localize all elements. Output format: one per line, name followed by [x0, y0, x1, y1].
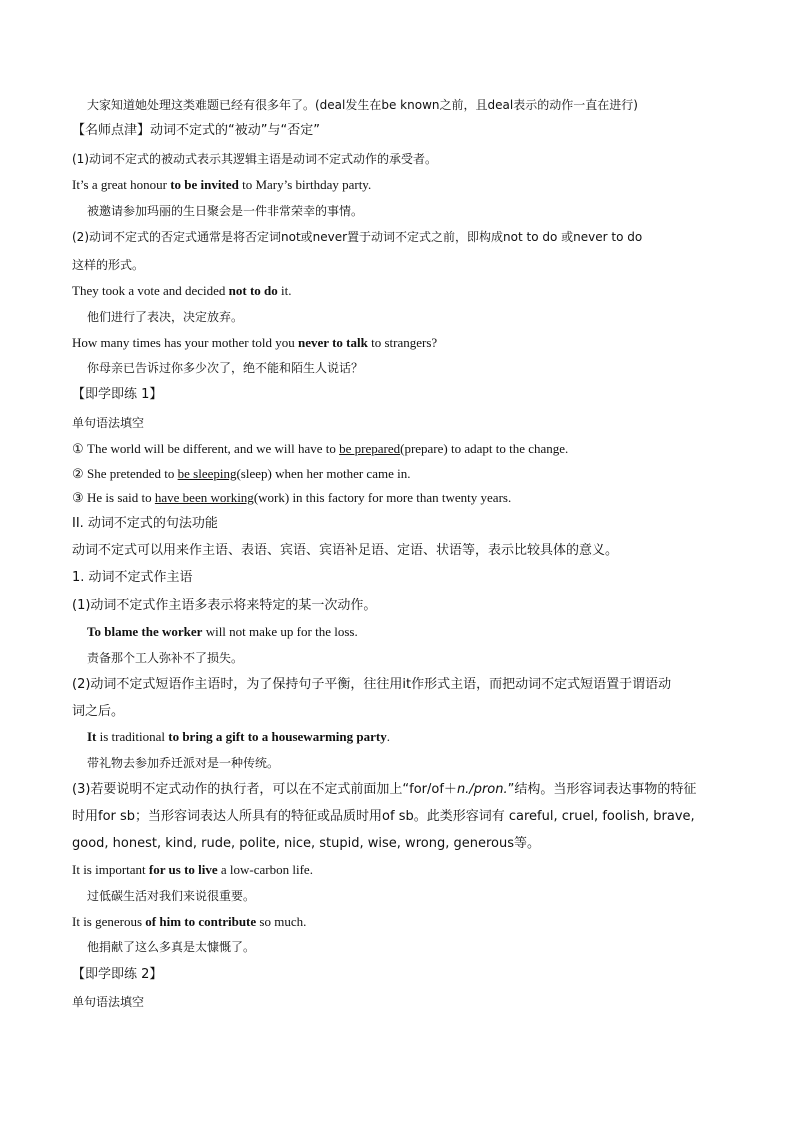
example-sentence: It is generous of him to contribute so much.: [72, 914, 307, 929]
highlight-phrase: To blame the worker: [87, 624, 203, 639]
practice-subheading: 单句语法填空: [72, 995, 145, 1009]
example-translation: 责备那个工人弥补不了损失。: [87, 651, 244, 665]
rule-paragraph-cont: 词之后。: [72, 704, 125, 719]
practice-heading: 【即学即练 1】: [72, 387, 163, 402]
example-sentence: They took a vote and decided not to do it.: [72, 283, 292, 298]
rule-paragraph: (1)动词不定式作主语多表示将来特定的某一次动作。: [72, 598, 377, 613]
highlight-phrase: of him to contribute: [145, 914, 257, 929]
highlight-phrase: never to talk: [298, 335, 368, 350]
subsection-heading: 1. 动词不定式作主语: [72, 570, 193, 585]
rule-paragraph: (1)动词不定式的被动式表示其逻辑主语是动词不定式动作的承受者。: [72, 152, 438, 166]
translation-line: 大家知道她处理这类难题已经有很多年了。(deal发生在be known之前，且deal表示的动作一直在进行): [87, 98, 638, 112]
example-sentence: It’s a great honour to be invited to Mary’s birthday party.: [72, 177, 372, 192]
example-translation: 你母亲已告诉过你多少次了，绝不能和陌生人说话？: [87, 361, 364, 375]
highlight-phrase: to bring a gift to a housewarming party: [168, 729, 387, 744]
rule-paragraph-cont: good, honest, kind, rude, polite, nice, stupid, wise, wrong, generous等。: [72, 836, 540, 851]
highlight-phrase: to be invited: [170, 177, 239, 192]
answer-blank: have been working: [154, 490, 254, 505]
rule-paragraph-cont: 时用for sb；当形容词表达人所具有的特征或品质时用of sb。此类形容词有 careful, cruel, foolish, brave,: [72, 809, 695, 824]
practice-heading: 【即学即练 2】: [72, 967, 163, 982]
highlight-phrase: for us to live: [148, 862, 218, 877]
practice-subheading: 单句语法填空: [72, 416, 145, 430]
rule-paragraph: (3)若要说明不定式动作的执行者，可以在不定式前面加上“for/of＋n./pron.”结构。当形容词表达事物的特征: [72, 782, 697, 797]
answer-blank: be sleeping: [177, 466, 237, 481]
tip-heading: 【名师点津】动词不定式的“被动”与“否定”: [72, 123, 320, 138]
example-translation: 过低碳生活对我们来说很重要。: [87, 889, 256, 903]
exercise-item: ① The world will be different, and we will have to be prepared(prepare) to adapt to the change.: [72, 441, 569, 456]
example-sentence: It is traditional to bring a gift to a housewarming party.: [87, 729, 390, 744]
rule-paragraph: (2)动词不定式的否定式通常是将否定词not或never置于动词不定式之前，即构成not to do 或never to do: [72, 230, 643, 244]
answer-blank: be prepared: [339, 441, 401, 456]
rule-paragraph-cont: 这样的形式。: [72, 258, 145, 272]
example-sentence: It is important for us to live a low-carbon life.: [72, 862, 313, 877]
rule-paragraph: (2)动词不定式短语作主语时，为了保持句子平衡，往往用it作形式主语，而把动词不定式短语置于谓语动: [72, 677, 672, 692]
example-translation: 他们进行了表决，决定放弃。: [87, 310, 244, 324]
section-description: 动词不定式可以用来作主语、表语、宾语、宾语补足语、定语、状语等，表示比较具体的意义。: [72, 543, 619, 558]
section-heading: II. 动词不定式的句法功能: [72, 516, 218, 531]
example-sentence: To blame the worker will not make up for the loss.: [87, 624, 358, 639]
exercise-item: ② She pretended to be sleeping(sleep) when her mother came in.: [72, 466, 411, 481]
highlight-phrase: not to do: [228, 283, 278, 298]
example-translation: 带礼物去参加乔迁派对是一种传统。: [87, 756, 280, 770]
example-sentence: How many times has your mother told you never to talk to strangers?: [72, 335, 438, 350]
example-translation: 被邀请参加玛丽的生日聚会是一件非常荣幸的事情。: [87, 204, 364, 218]
example-translation: 他捐献了这么多真是太慷慨了。: [87, 940, 256, 954]
exercise-item: ③ He is said to have been working(work) in this factory for more than twenty years.: [72, 490, 512, 505]
